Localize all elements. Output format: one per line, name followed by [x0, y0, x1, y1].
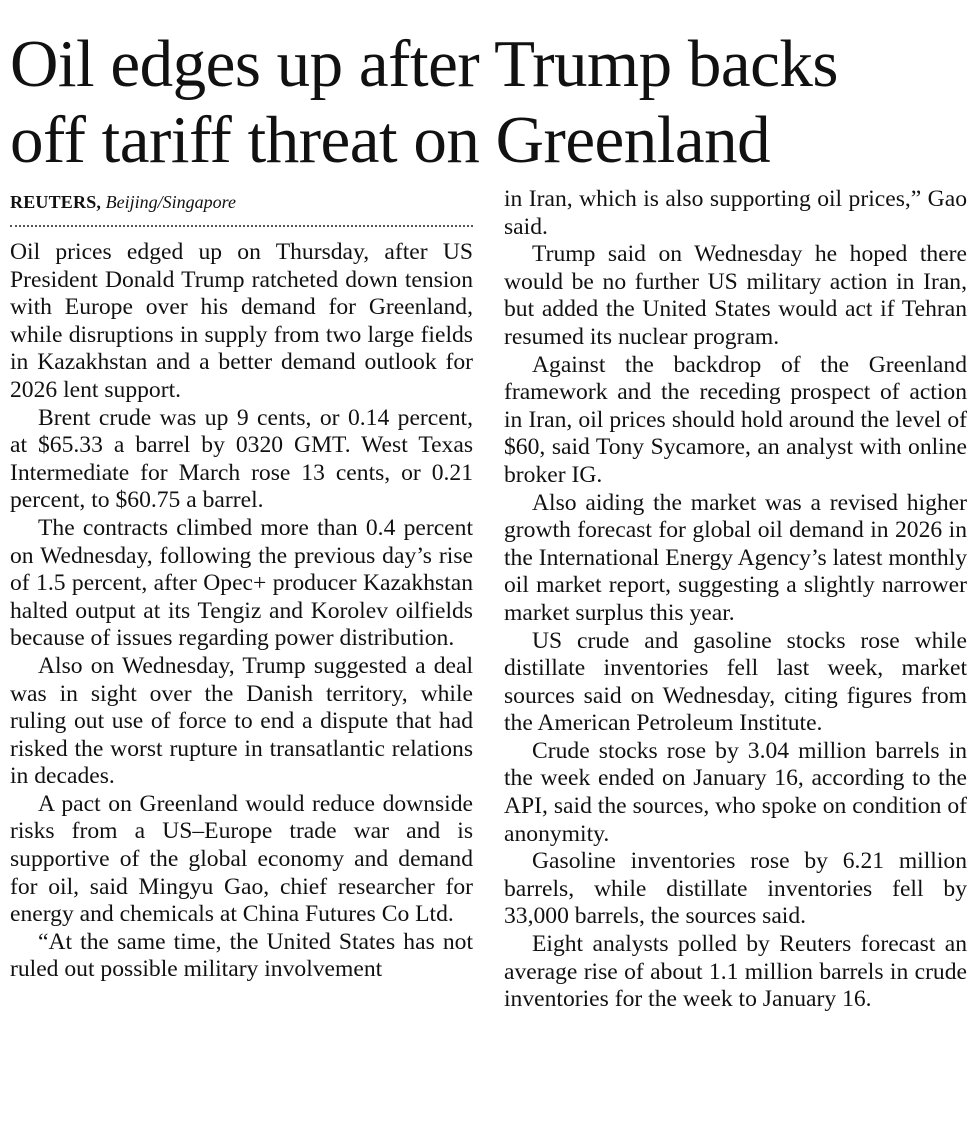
article-column-right — [504, 186, 967, 1014]
paragraph: Also on Wednesday, Trump suggested a deal was in sight over the Danish territory, while ruling out use of force to end a dispute that had risked the worst rupture in transatlantic relations in decades. — [10, 652, 473, 790]
paragraph: Also aiding the market was a revised higher growth forecast for global oil demand in 2026 in the International Energy Agency’s latest monthly oil market report, suggesting a slightly narrower market surplus this year. — [504, 489, 967, 626]
paragraph: Against the backdrop of the Greenland framework and the receding prospect of action in Iran, oil prices should hold around the level of $60, said Tony Sycamore, an analyst with online broker IG. — [504, 351, 967, 488]
headline — [10, 26, 970, 178]
paragraph: Oil prices edged up on Thursday, after US President Donald Trump ratcheted down tension with Europe over his demand for Greenland, while disruptions in supply from two large fields in Kazakhstan and a better demand outlook for 2026 lent support. — [10, 239, 473, 403]
paragraph: The contracts climbed more than 0.4 percent on Wednesday, following the previous day’s rise of 1.5 percent, after Opec+ producer Kazakhstan halted output at its Tengiz and Korolev oilfields because of issues regarding power distribution. — [10, 514, 473, 652]
paragraph: Eight analysts polled by Reuters forecast an average rise of about 1.1 million barrels in crude inventories for the week to January 16. — [504, 931, 967, 1013]
headline-line-1: Oil edges up after Trump backs — [10, 27, 838, 101]
byline — [10, 188, 473, 227]
article-column-left — [10, 188, 473, 984]
paragraph: A pact on Greenland would reduce downside risks from a US–Europe trade war and is supportive of the global economy and demand for oil, said Mingyu Gao, chief researcher for energy and chemicals at China Futures Co Ltd. — [10, 790, 473, 928]
byline-agency: REUTERS, — [10, 192, 102, 212]
paragraph: Trump said on Wednesday he hoped there would be no further US military action in Iran, but added the United States would act if Tehran resumed its nuclear program. — [504, 241, 967, 350]
paragraph: Brent crude was up 9 cents, or 0.14 percent, at $65.33 a barrel by 0320 GMT. West Texas Intermediate for March rose 13 cents, or 0.21 percent, to $60.75 a barrel. — [10, 404, 473, 514]
paragraph: Crude stocks rose by 3.04 million barrels in the week ended on January 16, according to the API, said the sources, who spoke on condition of anonymity. — [504, 737, 967, 847]
paragraph: US crude and gasoline stocks rose while distillate inventories fell last week, market sources said on Wednesday, citing figures from the American Petroleum Institute. — [504, 627, 967, 737]
paragraph: Gasoline inventories rose by 6.21 million barrels, while distillate inventories fell by 33,000 barrels, the sources said. — [504, 848, 967, 930]
paragraph: “At the same time, the United States has not ruled out possible military involvement — [10, 928, 473, 983]
headline-line-2: off tariff threat on Greenland — [10, 103, 771, 177]
paragraph-continued: in Iran, which is also supporting oil prices,” Gao said. — [504, 186, 967, 240]
byline-location: Beijing/Singapore — [105, 192, 236, 212]
